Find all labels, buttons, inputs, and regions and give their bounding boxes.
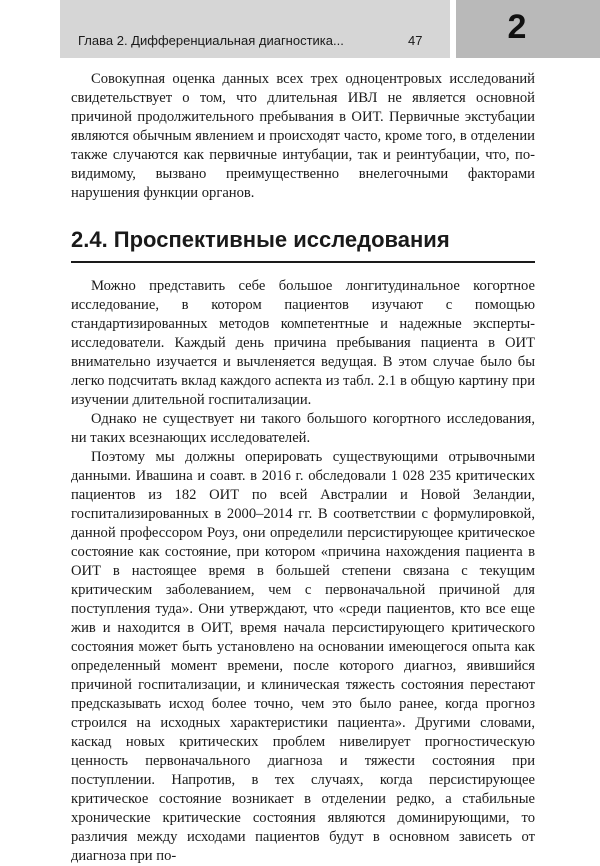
chapter-header-bar — [60, 0, 450, 58]
chapter-number: 2 — [507, 8, 527, 46]
body-paragraph: Однако не существует ни такого большого когортного исследования, ни таких всезнающих исследователей. — [71, 411, 535, 446]
page-number: 47 — [408, 33, 423, 48]
chapter-running-title: Глава 2. Дифференциальная диагностика... — [78, 33, 344, 48]
intro-paragraph: Совокупная оценка данных всех трех одноцентровых исследований свидетельствует о том, что длительная ИВЛ не является основной причиной продолжительного пребывания в ОИТ. Первичные экстубации являются обычным явлением и происходят часто, кроме того, в отделении также случаются как первичные интубации, так и реинтубации, что, по-видимому, вызвано преимущественно внелегочными факторами нарушения функции органов. — [71, 71, 535, 201]
page-header — [0, 0, 600, 60]
section-heading: 2.4. Проспективные исследования — [71, 227, 535, 263]
page-body — [71, 70, 535, 866]
chapter-tab — [456, 0, 600, 58]
body-paragraph: Можно представить себе большое лонгитудинальное когортное исследование, в котором пациентов изучают с помощью стандартизированных методов компетентные и надежные эксперты-исследователи. Каждый день причина пребывания пациента в ОИТ внимательно изучается и вычленяется ведущая. В этом случае было бы легко подсчитать вклад каждого аспекта из табл. 2.1 в общую картину при изучении длительной госпитализации. — [71, 278, 535, 408]
body-paragraph: Поэтому мы должны оперировать существующими отрывочными данными. Ивашина и соавт. в 2016 г. обследовали 1 028 235 критических пациентов из 182 ОИТ по всей Австралии и Новой Зеландии, госпитализированных в 2000–2014 гг. В соответствии с формулировкой, данной профессором Роуз, они определили персистирующее критическое состояние как состояние, при котором «причина нахождения пациента в ОИТ в настоящее время в большей степени связана с текущим критическим заболеванием, чем с первоначальной причиной для поступления туда». Они утверждают, что «среди пациентов, кто все еще жив и находится в ОИТ, время начала персистирующего критического состояния может быть установлено на основании имеющегося опыта как определенный момент времени, после которого диагноз, явившийся причиной госпитализации, и клиническая тяжесть состояния перестают предсказывать исход более точно, чем это было ранее, когда прогноз строился на исходных характеристики пациента». Другими словами, каскад новых критических проблем нивелирует прогностическую ценность первоначального диагноза и тяжести состояния при поступлении. Напротив, в тех случаях, когда персистирующее критическое состояние возникает в отделении редко, а стабильные хронические критические состояния являются доминирующими, то различия между исходами пациентов будут в основном зависеть от диагноза при по- — [71, 449, 535, 864]
